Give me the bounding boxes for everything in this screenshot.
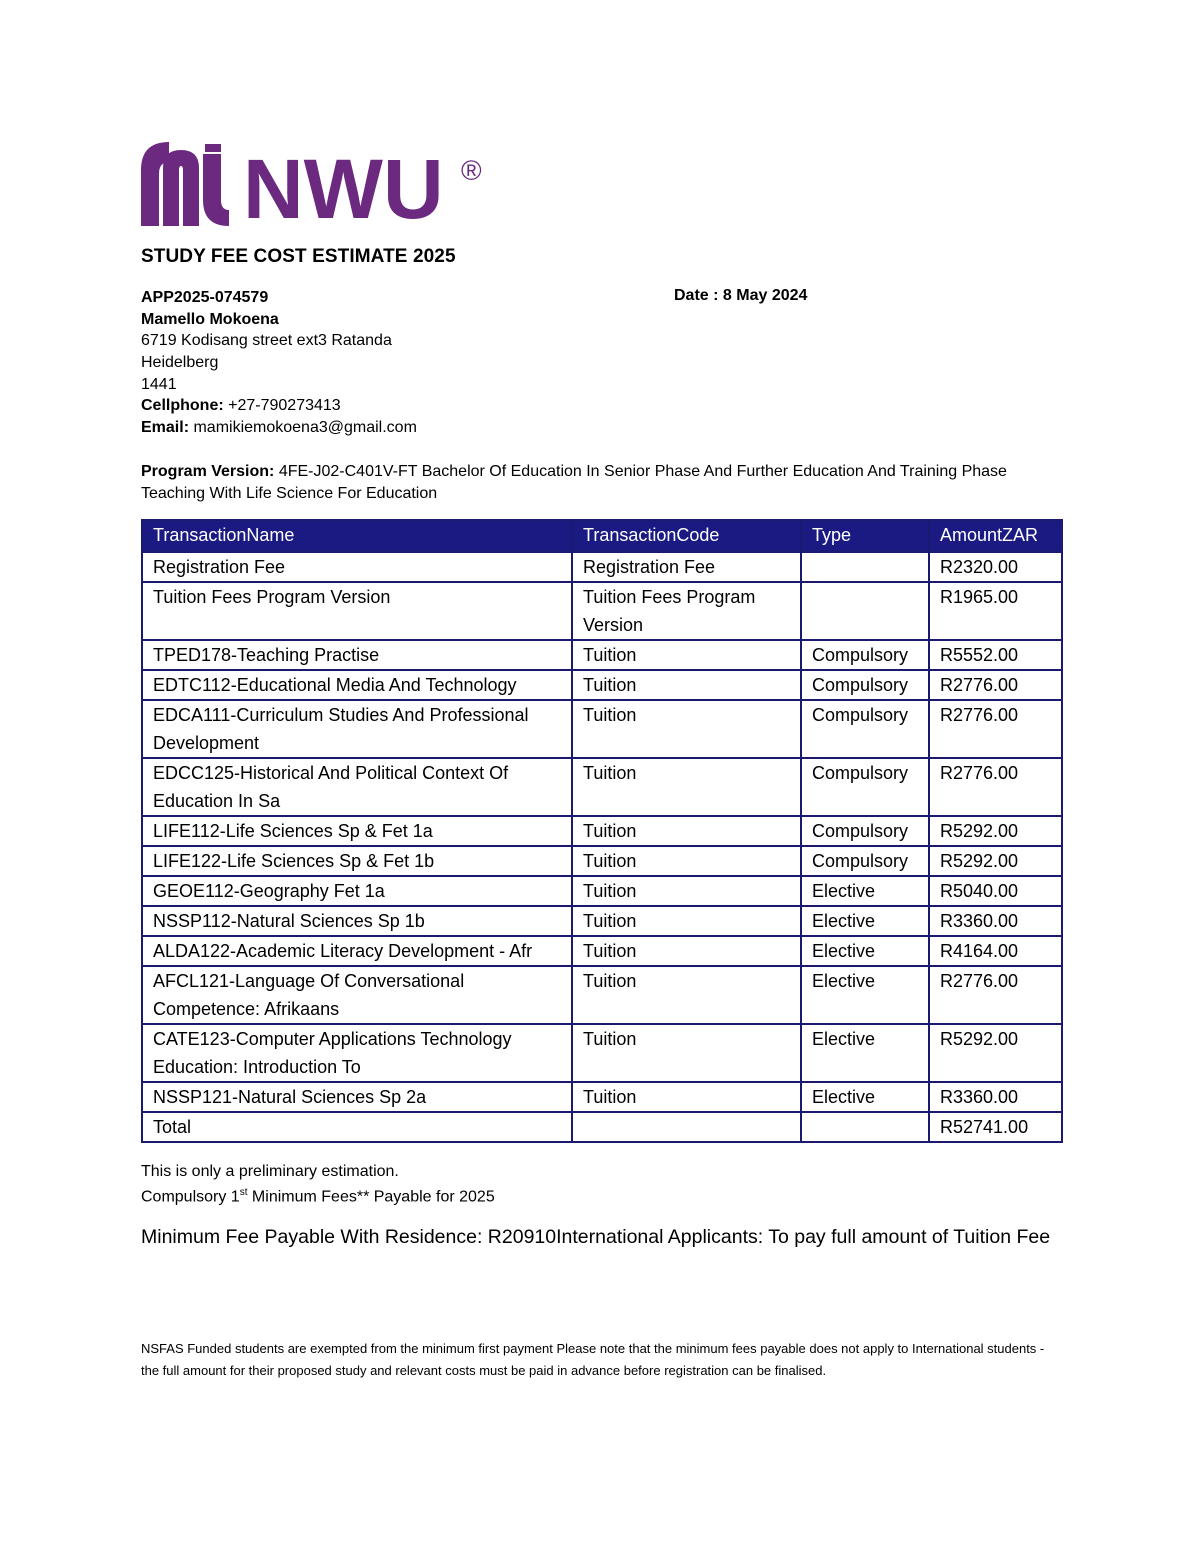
table-row	[142, 670, 1062, 700]
program-version	[141, 461, 1061, 504]
table-cell: Tuition	[572, 1024, 801, 1082]
logo-wordmark: NWU	[243, 142, 444, 228]
table-cell: Total	[142, 1112, 572, 1142]
table-cell: R3360.00	[929, 1082, 1062, 1112]
table-cell: EDCA111-Curriculum Studies And Professional Development	[142, 700, 572, 758]
table-cell	[801, 552, 929, 582]
table-cell: Compulsory	[801, 700, 929, 758]
fee-table-header	[142, 520, 1062, 552]
table-cell: TPED178-Teaching Practise	[142, 640, 572, 670]
address-line-2: Heidelberg	[141, 354, 219, 372]
table-cell: R52741.00	[929, 1112, 1062, 1142]
table-cell: NSSP121-Natural Sciences Sp 2a	[142, 1082, 572, 1112]
table-cell: R2776.00	[929, 966, 1062, 1024]
table-cell: Tuition	[572, 966, 801, 1024]
applicant-name: Mamello Mokoena	[141, 310, 279, 328]
table-cell: Tuition Fees Program Version	[142, 582, 572, 640]
applicant-details	[141, 287, 1061, 439]
compulsory-minimum-note	[141, 1187, 495, 1206]
table-cell	[572, 1112, 801, 1142]
table-cell: Tuition	[572, 640, 801, 670]
table-cell: Tuition	[572, 936, 801, 966]
table-cell: GEOE112-Geography Fet 1a	[142, 876, 572, 906]
total-row	[142, 1112, 1062, 1142]
table-cell: AFCL121-Language Of Conversational Competence: Afrikaans	[142, 966, 572, 1024]
cellphone-row	[141, 395, 1061, 417]
nwu-logo	[139, 140, 489, 228]
table-cell: R5292.00	[929, 846, 1062, 876]
application-number: APP2025-074579	[141, 289, 269, 306]
table-cell	[801, 582, 929, 640]
table-cell: Elective	[801, 1024, 929, 1082]
postal-code: 1441	[141, 375, 177, 393]
table-cell: Tuition	[572, 876, 801, 906]
cellphone-value: +27-790273413	[228, 397, 341, 415]
table-cell: Tuition Fees Program Version	[572, 582, 801, 640]
fee-table	[141, 519, 1063, 1143]
document-date: Date : 8 May 2024	[674, 287, 808, 304]
table-cell: Tuition	[572, 846, 801, 876]
table-cell: NSSP112-Natural Sciences Sp 1b	[142, 906, 572, 936]
program-version-value: 4FE-J02-C401V-FT Bachelor Of Education In Senior Phase And Further Education And Training Phase Teaching With Life Science For Education	[141, 463, 1007, 502]
cellphone-label: Cellphone:	[141, 397, 224, 415]
table-cell: Compulsory	[801, 846, 929, 876]
table-cell: Registration Fee	[572, 552, 801, 582]
table-cell: LIFE112-Life Sciences Sp & Fet 1a	[142, 816, 572, 846]
table-cell: EDCC125-Historical And Political Context Of Education In Sa	[142, 758, 572, 816]
table-row	[142, 816, 1062, 846]
table-cell: Registration Fee	[142, 552, 572, 582]
table-cell: EDTC112-Educational Media And Technology	[142, 670, 572, 700]
table-cell: Elective	[801, 1082, 929, 1112]
table-cell: Compulsory	[801, 758, 929, 816]
table-cell: R2776.00	[929, 758, 1062, 816]
table-cell: Elective	[801, 936, 929, 966]
table-cell: Tuition	[572, 1082, 801, 1112]
email-value: mamikiemokoena3@gmail.com	[193, 419, 417, 437]
table-cell: R5552.00	[929, 640, 1062, 670]
table-row	[142, 582, 1062, 640]
email-label: Email:	[141, 419, 190, 437]
table-row	[142, 1082, 1062, 1112]
table-row	[142, 758, 1062, 816]
table-cell: R2776.00	[929, 670, 1062, 700]
table-cell: Tuition	[572, 816, 801, 846]
program-version-label: Program Version:	[141, 463, 275, 480]
table-cell: Elective	[801, 906, 929, 936]
compulsory-superscript: st	[239, 1187, 248, 1198]
table-cell: R5040.00	[929, 876, 1062, 906]
preliminary-note: This is only a preliminary estimation.	[141, 1163, 399, 1180]
minimum-fee-statement: Minimum Fee Payable With Residence: R20910International Applicants: To pay full amount of Tuition Fee	[141, 1226, 1051, 1248]
table-cell: Elective	[801, 966, 929, 1024]
registered-mark: ®	[461, 155, 482, 186]
table-cell: R2320.00	[929, 552, 1062, 582]
table-cell: Tuition	[572, 758, 801, 816]
table-row	[142, 700, 1062, 758]
table-row	[142, 1024, 1062, 1082]
table-row	[142, 552, 1062, 582]
table-row	[142, 936, 1062, 966]
table-row	[142, 876, 1062, 906]
table-cell: R1965.00	[929, 582, 1062, 640]
email-row	[141, 417, 1061, 439]
table-row	[142, 906, 1062, 936]
table-cell: R5292.00	[929, 816, 1062, 846]
table-cell: CATE123-Computer Applications Technology Education: Introduction To	[142, 1024, 572, 1082]
table-cell: R5292.00	[929, 1024, 1062, 1082]
compulsory-prefix: Compulsory 1	[141, 1188, 240, 1206]
table-cell	[801, 1112, 929, 1142]
table-cell: Compulsory	[801, 640, 929, 670]
table-cell: LIFE122-Life Sciences Sp & Fet 1b	[142, 846, 572, 876]
column-header: TransactionName	[142, 520, 572, 552]
table-cell: R4164.00	[929, 936, 1062, 966]
table-row	[142, 966, 1062, 1024]
compulsory-suffix: Minimum Fees** Payable for 2025	[247, 1188, 495, 1206]
nsfas-disclaimer: NSFAS Funded students are exempted from the minimum first payment Please note that the minimum fees payable does not apply to International students - the full amount for their proposed study and relevant costs must be paid in advance before registration can be finalised.	[141, 1341, 1045, 1378]
column-header: Type	[801, 520, 929, 552]
address-line-1: 6719 Kodisang street ext3 Ratanda	[141, 332, 392, 350]
table-cell: Compulsory	[801, 816, 929, 846]
table-cell: R3360.00	[929, 906, 1062, 936]
table-cell: Tuition	[572, 670, 801, 700]
table-cell: ALDA122-Academic Literacy Development - Afr	[142, 936, 572, 966]
column-header: TransactionCode	[572, 520, 801, 552]
table-cell: Compulsory	[801, 670, 929, 700]
document-title: STUDY FEE COST ESTIMATE 2025	[141, 246, 456, 267]
table-cell: Elective	[801, 876, 929, 906]
column-header: AmountZAR	[929, 520, 1062, 552]
table-cell: Tuition	[572, 700, 801, 758]
table-cell: Tuition	[572, 906, 801, 936]
table-row	[142, 846, 1062, 876]
table-cell: R2776.00	[929, 700, 1062, 758]
table-row	[142, 640, 1062, 670]
